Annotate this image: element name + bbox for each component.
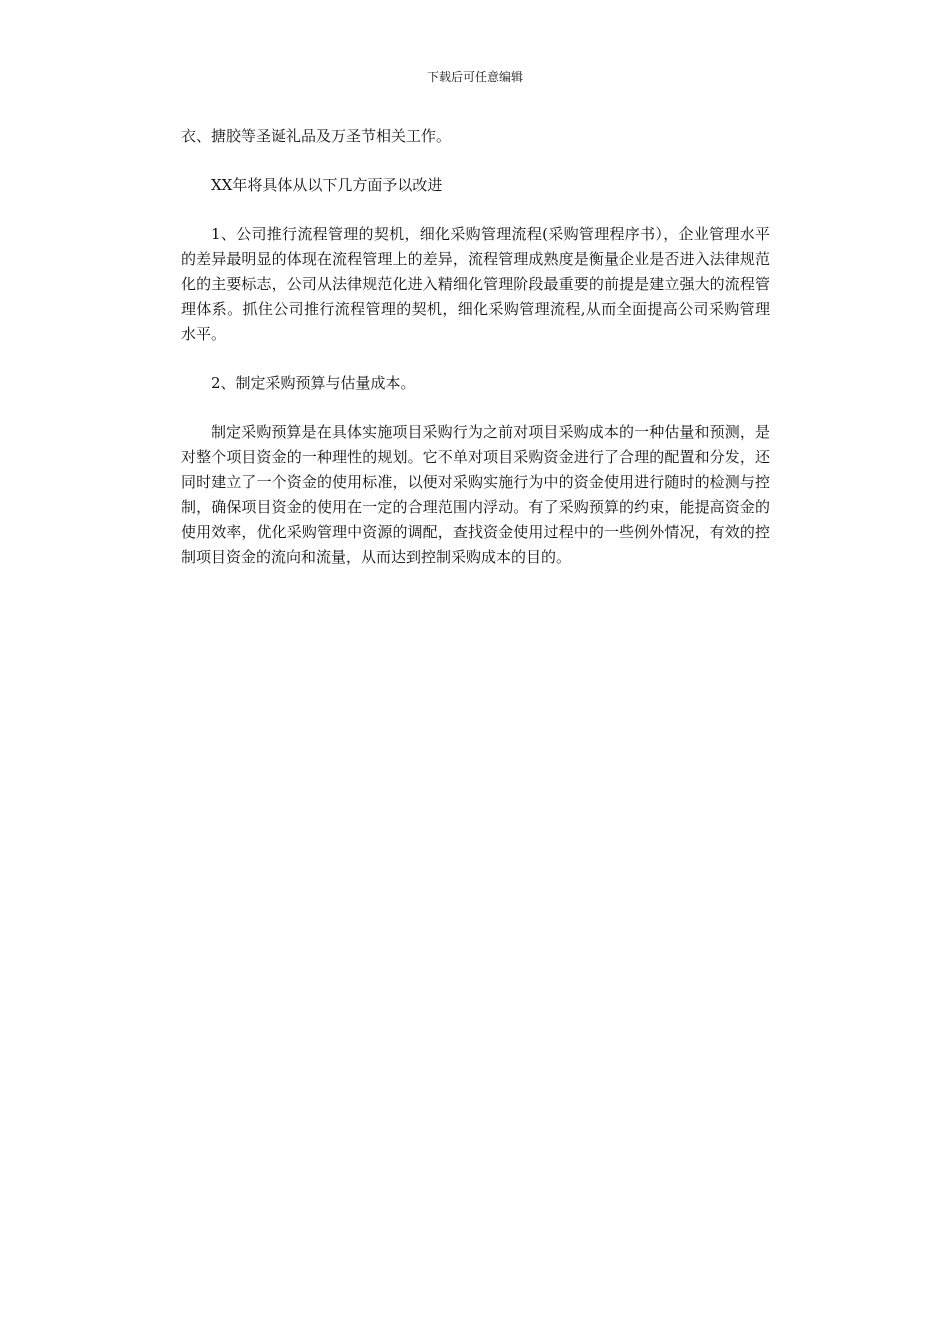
document-body — [181, 124, 770, 594]
paragraph-improvement-intro: XX年将具体从以下几方面予以改进 — [211, 176, 443, 194]
paragraph-item-1: 1、公司推行流程管理的契机，细化采购管理流程(采购管理程序书），企业管理水平的差异最明显的体现在流程管理上的差异，流程管理成熟度是衡量企业是否进入法律规范化的主要标志，公司从法律规范化进入精细化管理阶段最重要的前提是建立强大的流程管理体系。抓住公司推行流程管理的契机，细化采购管理流程,从而全面提高公司采购管理水平。 — [181, 225, 770, 343]
page-header: 下载后可任意编辑 — [426, 70, 523, 84]
paragraph-item-2-heading: 2、制定采购预算与估量成本。 — [211, 374, 416, 392]
paragraph-budget-detail: 制定采购预算是在具体实施项目采购行为之前对项目采购成本的一种估量和预测，是对整个项目资金的一种理性的规划。它不单对项目采购资金进行了合理的配置和分发，还同时建立了一个资金的使用标准，以便对采购实施行为中的资金使用进行随时的检测与控制，确保项目资金的使用在一定的合理范围内浮动。有了采购预算的约束，能提高资金的使用效率，优化采购管理中资源的调配，查找资金使用过程中的一些例外情况，有效的控制项目资金的流向和流量，从而达到控制采购成本的目的。 — [181, 423, 770, 566]
paragraph-continuation: 衣、搪胶等圣诞礼品及万圣节相关工作。 — [181, 127, 452, 145]
